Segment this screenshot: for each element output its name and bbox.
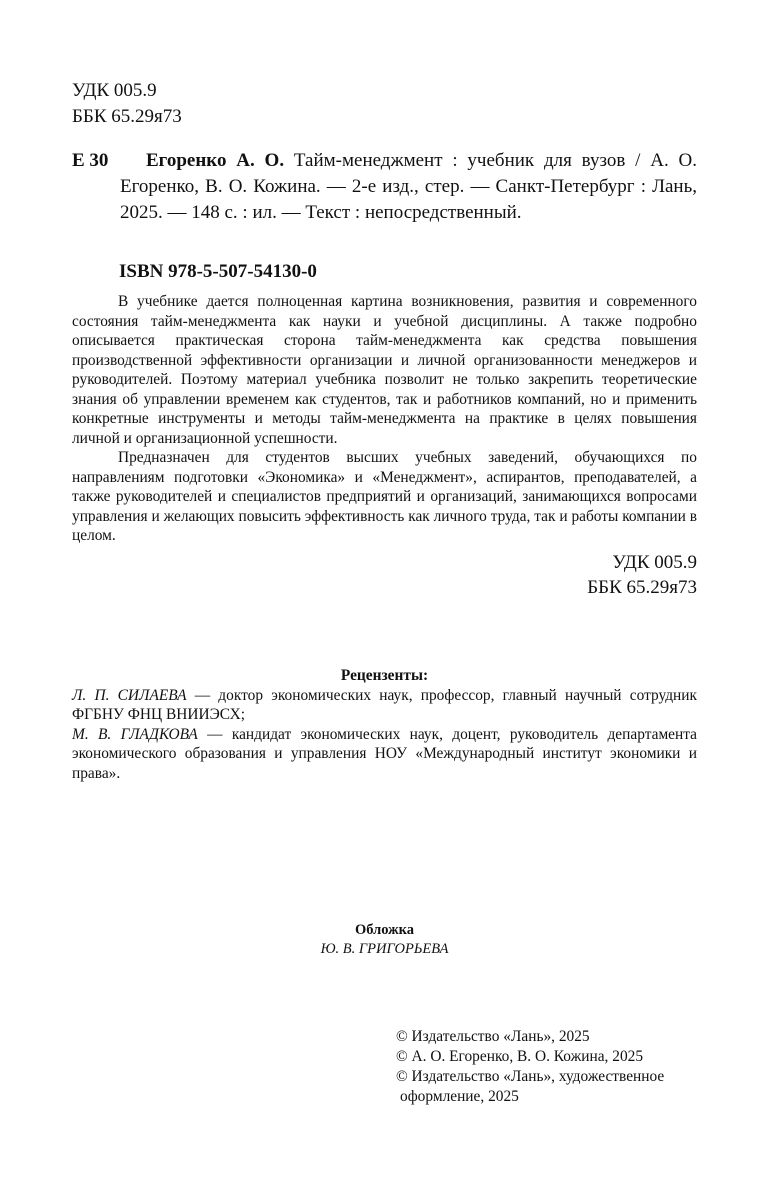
bbk-code: ББК 65.29я73 <box>587 577 697 598</box>
reviewer-entry <box>72 725 697 784</box>
copyright-line: © А. О. Егоренко, В. О. Кожина, 2025 <box>396 1048 644 1065</box>
reviewer-entry <box>72 686 697 725</box>
bibliographic-description: Тайм-менеджмент : учебник для вузов / А. О. Егоренко, В. О. Кожина. — 2-е изд., стер. — Санкт-Петербург : Лань, 2025. — 148 с. : ил. — Текст : непосредственный. <box>120 150 697 223</box>
abstract-paragraph: В учебнике дается полноценная картина возникновения, развития и современного состояния тайм-менеджмента как науки и учебной дисциплины. А также подробно описывается практическая сторона тайм-менеджмента как средства повышения производственной эффективности организации и личной организованности менеджеров и руководителей. Поэтому материал учебника позволит не только закрепить теоретические знания об управлении временем как студентов, так и работников компаний, но и применить конкретные инструменты и методы тайм-менеджмента на практике в целях повышения личной и организационной успешности. <box>72 293 697 447</box>
isbn: ISBN 978-5-507-54130-0 <box>119 261 317 282</box>
bibliographic-entry <box>72 148 697 226</box>
cover-credit <box>0 921 769 959</box>
cover-designer: Ю. В. ГРИГОРЬЕВА <box>320 941 449 957</box>
copyright-block <box>396 1027 696 1107</box>
abstract-paragraph: Предназначен для студентов высших учебных заведений, обучающихся по направлениям подготовки «Экономика» и «Менеджмент», аспирантов, преподавателей, а также руководителей и специалистов предприятий и организаций, занимающихся вопросами управления и желающих повысить эффективность как личного труда, так и работы компании в целом. <box>72 449 697 544</box>
reviewer-name: Л. П. СИЛАЕВА <box>72 686 187 704</box>
bbk-code: ББК 65.29я73 <box>72 106 182 127</box>
cover-heading: Обложка <box>354 922 415 938</box>
author-mark: Е 30 <box>72 150 109 171</box>
reviewer-name: М. В. ГЛАДКОВА <box>72 725 198 743</box>
abstract <box>72 292 697 546</box>
classification-bottom <box>587 550 697 600</box>
copyright-line: © Издательство «Лань», 2025 <box>396 1028 590 1045</box>
reviewers <box>72 666 697 783</box>
author-name: Егоренко А. О. <box>146 150 285 171</box>
bibliographic-description-block <box>120 148 697 226</box>
copyright-line: оформление, 2025 <box>400 1088 519 1105</box>
copyright-line: © Издательство «Лань», художественное <box>396 1068 665 1085</box>
reviewer-description: — кандидат экономических наук, доцент, руководитель департамента экономического образования и управления НОУ «Международный институт экономики и права». <box>72 725 697 782</box>
classification-top <box>72 78 182 130</box>
reviewer-description: — доктор экономических наук, профессор, главный научный сотрудник ФГБНУ ФНЦ ВНИИЭСХ; <box>72 686 697 723</box>
udk-code: УДК 005.9 <box>612 552 697 573</box>
reviewers-heading: Рецензенты: <box>340 667 429 684</box>
udk-code: УДК 005.9 <box>72 80 157 101</box>
